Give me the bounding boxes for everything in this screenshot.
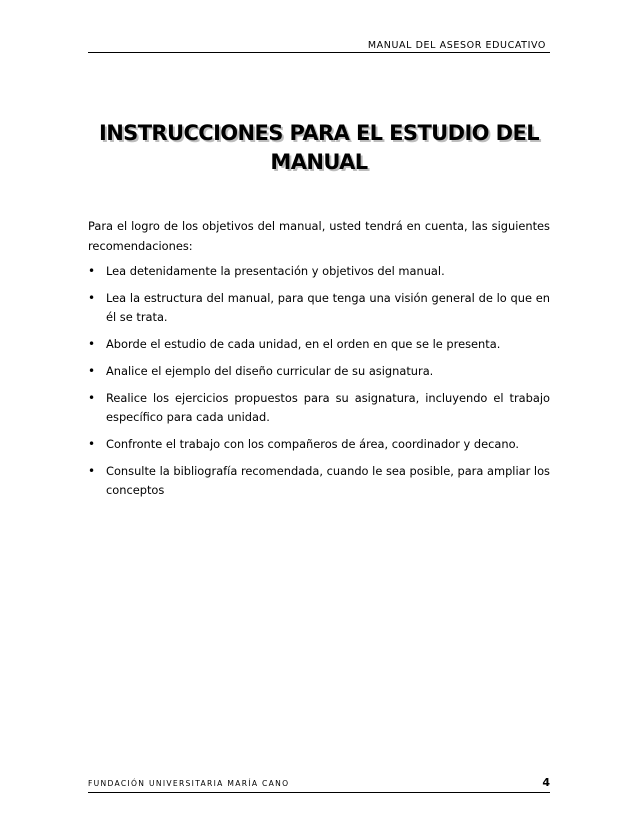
list-item-text: Lea la estructura del manual, para que tenga una visión general de lo que en él se trata.: [106, 291, 550, 324]
page-title: [88, 119, 550, 177]
list-item: [88, 362, 550, 381]
running-header: MANUAL DEL ASESOR EDUCATIVO: [367, 40, 546, 51]
list-item: [88, 289, 550, 327]
footer-institution: FUNDACIÓN UNIVERSITARIA MARÍA CANO: [88, 779, 290, 788]
bullet-icon: •: [88, 364, 96, 378]
list-item: [88, 435, 550, 454]
page-title-line-1: INSTRUCCIONES PARA EL ESTUDIO DEL: [98, 121, 539, 145]
list-item-text: Analice el ejemplo del diseño curricular de su asignatura.: [106, 364, 434, 378]
page-number: 4: [542, 776, 550, 789]
list-item-text: Aborde el estudio de cada unidad, en el orden en que se le presenta.: [106, 337, 501, 351]
bullet-icon: •: [88, 464, 96, 478]
intro-paragraph: Para el logro de los objetivos del manual, usted tendrá en cuenta, las siguientes recomendaciones:: [88, 219, 550, 253]
list-item-text: Realice los ejercicios propuestos para su asignatura, incluyendo el trabajo específico para cada unidad.: [106, 391, 550, 424]
list-item-text: Lea detenidamente la presentación y objetivos del manual.: [106, 264, 445, 278]
bullet-icon: •: [88, 391, 96, 405]
list-item-text: Confronte el trabajo con los compañeros de área, coordinador y decano.: [106, 437, 519, 451]
list-item: [88, 262, 550, 281]
bullet-icon: •: [88, 264, 96, 278]
list-item: [88, 462, 550, 500]
list-item-text: Consulte la bibliografía recomendada, cuando le sea posible, para ampliar los conceptos: [106, 464, 550, 497]
recommendation-list: [88, 262, 550, 508]
bullet-icon: •: [88, 437, 96, 451]
list-item: [88, 389, 550, 427]
list-item: [88, 335, 550, 354]
page-title-line-2: MANUAL: [270, 150, 368, 174]
bullet-icon: •: [88, 337, 96, 351]
header-divider: [88, 52, 550, 53]
footer-divider: [88, 792, 550, 793]
bullet-icon: •: [88, 291, 96, 305]
